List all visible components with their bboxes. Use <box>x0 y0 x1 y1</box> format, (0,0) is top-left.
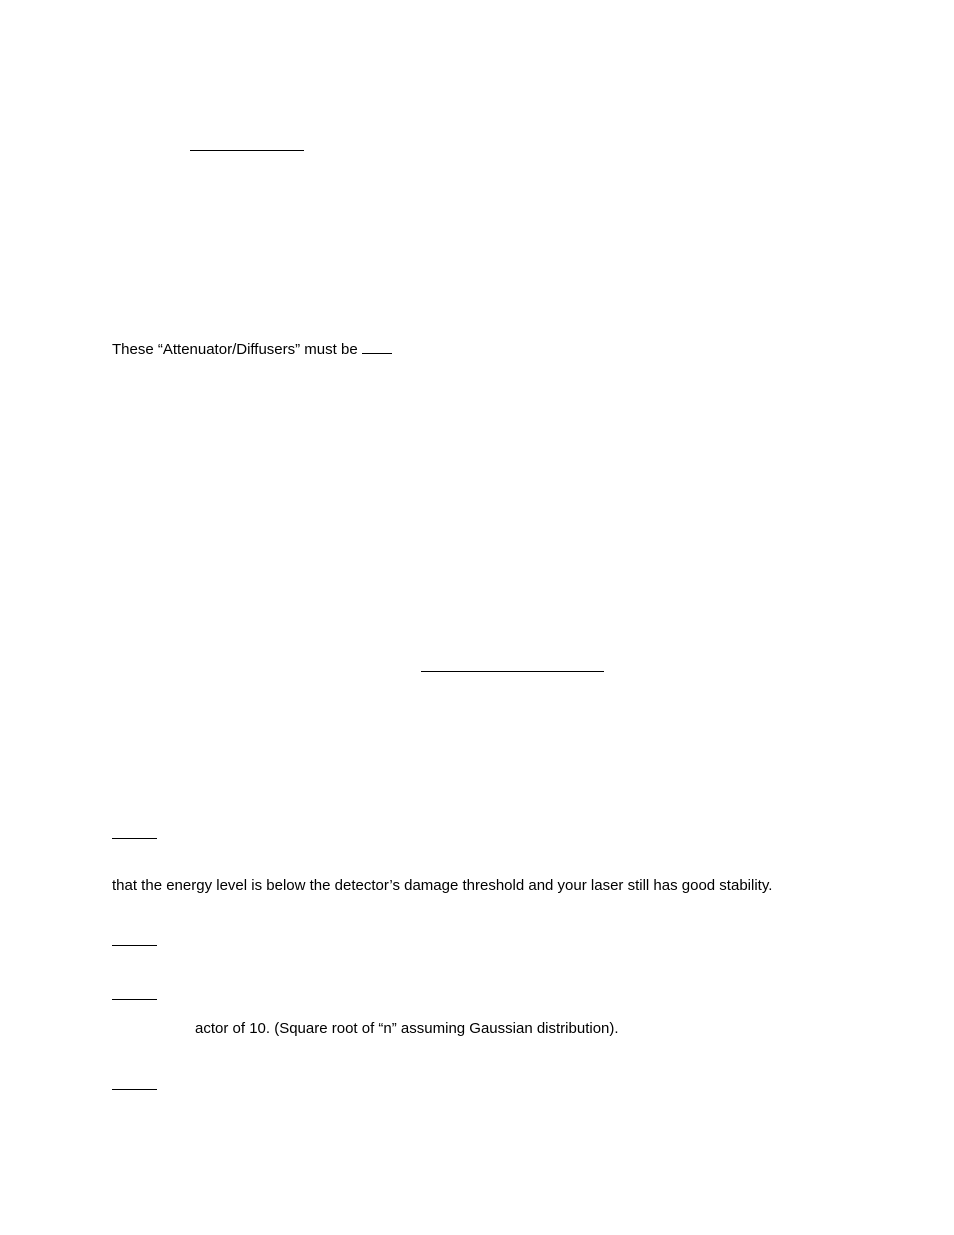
checkbox-blank-4 <box>112 1089 157 1090</box>
attenuator-blank <box>362 341 392 354</box>
middle-underline-rule <box>421 671 604 672</box>
top-underline-rule <box>190 150 304 151</box>
checkbox-blank-1 <box>112 838 157 839</box>
checkbox-blank-3 <box>112 999 157 1000</box>
attenuator-text: These “Attenuator/Diffusers” must be <box>112 341 358 358</box>
factor-text: actor of 10. (Square root of “n” assuming Gaussian distribution). <box>195 1020 619 1037</box>
attenuator-text-line <box>112 341 392 359</box>
checkbox-blank-2 <box>112 945 157 946</box>
energy-text: that the energy level is below the detector’s damage threshold and your laser still has good stability. <box>112 877 773 894</box>
